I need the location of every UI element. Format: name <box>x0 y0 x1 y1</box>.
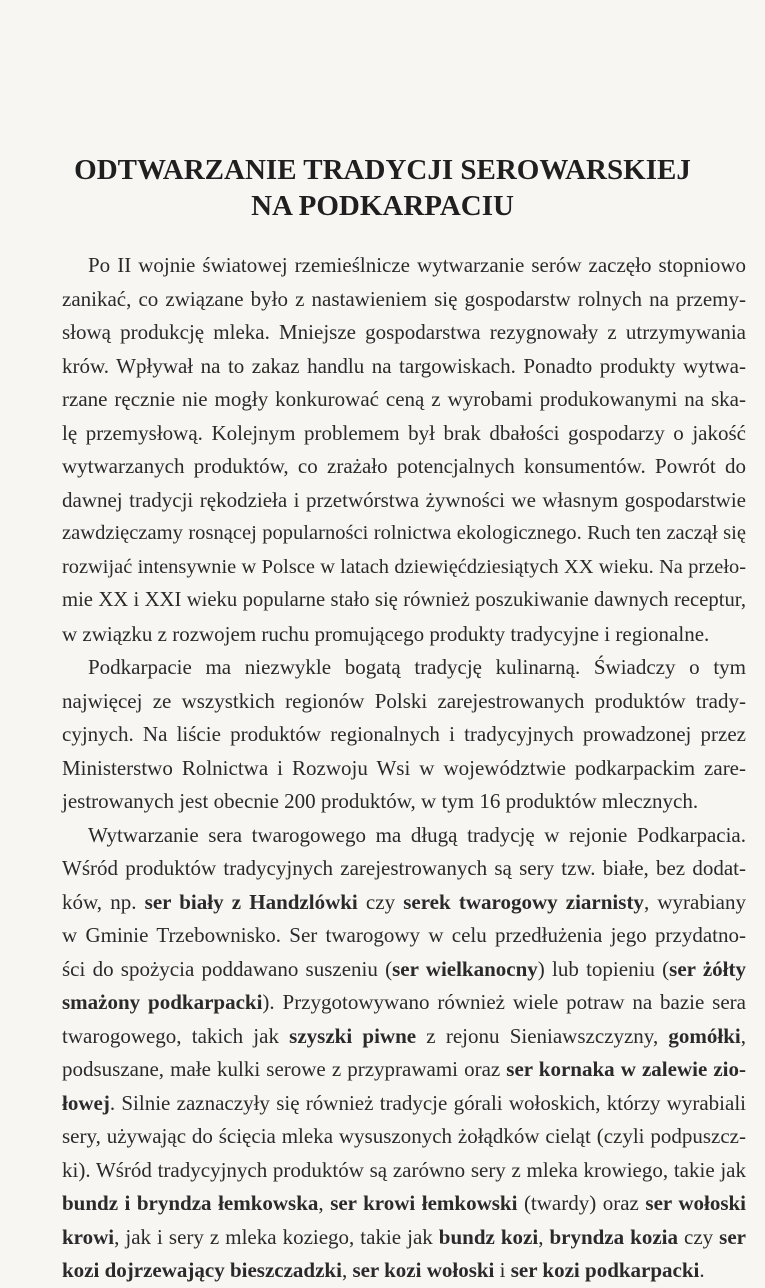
text-segment: , jak i sery z mleka koziego, takie jak <box>114 1224 439 1249</box>
text-line <box>62 953 746 987</box>
text-segment: z rejonu Sieniawszczyzny, <box>416 1023 669 1048</box>
bold-term: ser wielkanocny <box>392 956 538 981</box>
text-line <box>62 517 746 551</box>
bold-term: ser biały z Handzlówki <box>144 889 358 914</box>
text-segment: Po II wojnie światowej rzemieślnicze wytwarzanie serów zaczęło stopniowo <box>88 253 746 277</box>
text-segment: sery, używając do ścięcia mleka wysuszonych żołądków cieląt (czyli podpuszcz- <box>62 1124 746 1148</box>
page-title <box>60 152 705 224</box>
text-line <box>62 886 746 920</box>
body-text <box>62 249 746 1288</box>
text-segment: Wytwarzanie sera twarogowego ma długą tradycję w rejonie Podkarpacia. <box>88 822 746 847</box>
bold-term: kozi dojrzewający bieszczadzki <box>62 1258 342 1282</box>
text-segment: zanikać, co związane było z nastawieniem się gospodarstw rolnych na przemy- <box>62 286 746 311</box>
text-line <box>62 249 746 283</box>
text-segment: krów. Wpływał na to zakaz handlu na targowiskach. Ponadto produkty wytwa- <box>62 353 746 378</box>
text-segment: Ministerstwo Rolnictwa i Rozwoju Wsi w województwie podkarpackim zare- <box>62 755 746 780</box>
text-line <box>62 1053 746 1087</box>
text-line <box>62 1254 746 1288</box>
bold-term: serek twarogowy ziarnisty <box>403 889 644 914</box>
bold-term: bundz kozi <box>438 1224 539 1249</box>
text-line <box>62 316 746 350</box>
text-segment: ki). Wśród tradycyjnych produktów są zarówno sery z mleka krowiego, takie jak <box>62 1157 746 1182</box>
text-segment: Podkarpacie ma niezwykle bogatą tradycję kulinarną. Świadczy o tym <box>88 655 746 679</box>
text-segment: rzane ręcznie nie mogły konkurować ceną z wyrobami produkowanymi na ska- <box>62 387 746 411</box>
text-line <box>62 618 746 652</box>
text-segment: rozwijać intensywnie w Polsce w latach dziewięćdziesiątych XX wieku. Na przeło- <box>62 555 746 578</box>
text-segment: i <box>494 1258 511 1282</box>
text-segment: ków, np. <box>62 889 145 914</box>
text-line <box>62 986 746 1020</box>
text-segment: twarogowego, takich jak <box>62 1023 290 1048</box>
text-segment: czy <box>677 1224 720 1249</box>
title-line: NA PODKARPACIU <box>251 190 514 223</box>
bold-term: ser <box>719 1224 746 1249</box>
text-line <box>62 584 746 618</box>
text-line <box>62 1154 746 1188</box>
text-segment: lę przemysłową. Kolejnym problemem był brak dbałości gospodarzy o jakość <box>62 420 746 445</box>
text-segment: czy <box>357 889 404 914</box>
text-segment: w Gminie Trzebownisko. Ser twarogowy w celu przedłużenia jego przydatno- <box>62 923 746 947</box>
text-segment: , <box>318 1191 331 1215</box>
bold-term: krowi <box>62 1224 115 1249</box>
text-line <box>62 283 746 317</box>
bold-term: gomółki <box>668 1023 741 1048</box>
bold-term: bundz i bryndza łemkowska <box>62 1191 319 1215</box>
text-segment: . Silnie zaznaczyły się również tradycje górali wołoskich, którzy wyrabiali <box>109 1090 746 1115</box>
text-segment: wytwarzanych produktów, co zrażało potencjalnych konsumentów. Powrót do <box>62 454 746 478</box>
text-line <box>62 819 746 853</box>
text-segment: , <box>538 1224 550 1249</box>
bold-term: łowej <box>62 1090 110 1115</box>
text-segment: , <box>740 1023 746 1048</box>
text-segment: . <box>699 1258 705 1282</box>
text-line <box>62 551 746 585</box>
text-segment: podsuszane, małe kulki serowe z przyprawami oraz <box>62 1057 507 1081</box>
text-segment: dawnej tradycji rękodzieła i przetwórstwa żywności we własnym gospodarstwie <box>62 487 746 512</box>
text-line <box>62 417 746 451</box>
text-segment: w związku z rozwojem ruchu promującego produkty tradycyjne i regionalne. <box>62 621 710 646</box>
bold-term: bryndza kozia <box>549 1224 678 1249</box>
text-segment: cyjnych. Na liście produktów regionalnych i tradycyjnych prowadzonej przez <box>62 722 746 746</box>
text-line <box>62 383 746 417</box>
text-line <box>62 1221 746 1255</box>
text-line <box>62 852 746 886</box>
bold-term: ser kozi podkarpacki <box>510 1258 700 1282</box>
bold-term: ser kornaka w zalewie zio- <box>506 1057 747 1081</box>
text-segment: , wyrabiany <box>643 889 746 914</box>
bold-term: ser kozi wołoski <box>352 1258 495 1282</box>
text-segment: słową produkcję mleka. Mniejsze gospodarstwa rezygnowały z utrzymywania <box>62 320 746 344</box>
text-line <box>62 484 746 518</box>
text-line <box>62 1020 746 1054</box>
text-line <box>62 752 746 786</box>
text-segment: ). Przygotowywano również wiele potraw na bazie sera <box>262 990 746 1014</box>
text-segment: ści do spożycia poddawano suszeniu ( <box>62 956 393 981</box>
text-segment: zawdzięczamy rosnącej popularności rolnictwa ekologicznego. Ruch ten zaczął się <box>62 522 746 544</box>
title-line: ODTWARZANIE TRADYCJI SEROWARSKIEJ <box>74 154 691 187</box>
text-line <box>62 1120 746 1154</box>
text-segment: Wśród produktów tradycyjnych zarejestrowanych są sery tzw. białe, bez dodat- <box>62 856 746 880</box>
text-segment: najwięcej ze wszystkich regionów Polski zarejestrowanych produktów trady- <box>62 688 746 713</box>
text-line <box>62 685 746 719</box>
bold-term: szyszki piwne <box>289 1023 417 1048</box>
bold-term: smażony podkarpacki <box>62 990 263 1014</box>
text-segment: jestrowanych jest obecnie 200 produktów, w tym 16 produktów mlecznych. <box>62 789 699 813</box>
text-line <box>62 450 746 484</box>
text-segment: (twardy) oraz <box>517 1191 646 1215</box>
text-line <box>62 1087 746 1121</box>
text-line <box>62 919 746 953</box>
text-line <box>62 350 746 384</box>
text-line <box>62 718 746 752</box>
bold-term: ser wołoski <box>645 1191 747 1215</box>
text-line <box>62 1187 746 1221</box>
text-segment: , <box>341 1258 353 1282</box>
text-segment: mie XX i XXI wieku popularne stało się również poszukiwanie dawnych receptur, <box>62 589 746 611</box>
text-line <box>62 651 746 685</box>
bold-term: ser żółty <box>669 956 746 981</box>
bold-term: ser krowi łemkowski <box>330 1191 518 1215</box>
text-line <box>62 785 746 819</box>
text-segment: ) lub topieniu ( <box>537 956 670 981</box>
